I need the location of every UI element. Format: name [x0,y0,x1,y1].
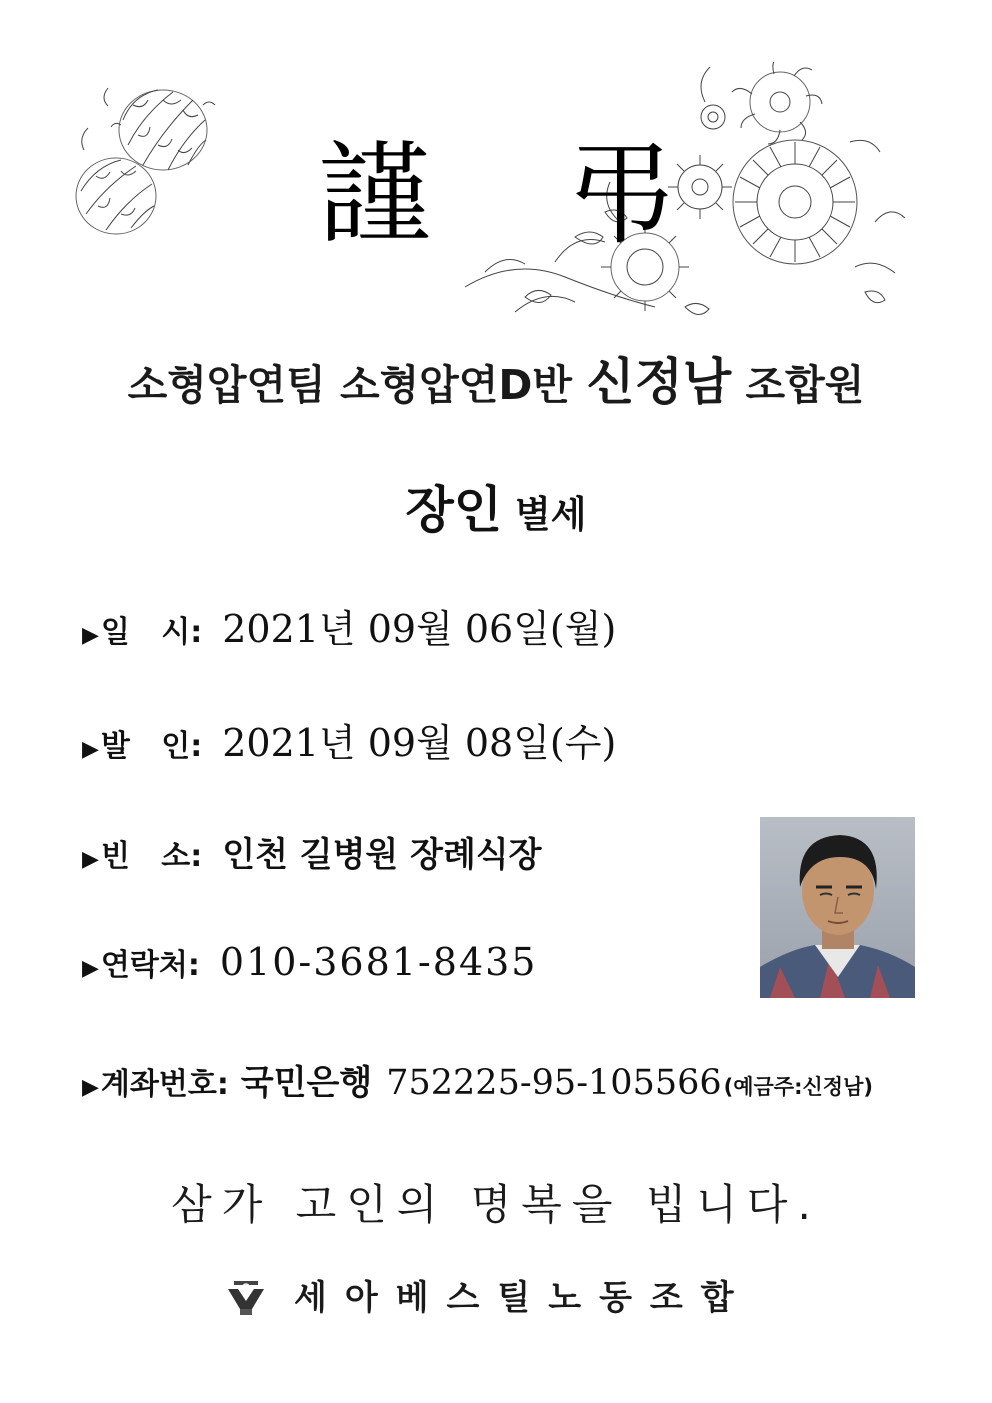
title-char-2: 弔 [565,130,677,260]
detail-label: 발 인: [100,729,203,764]
detail-value: 인천 길병원 장례식장 [222,835,542,875]
contact-phone: 010-3681-8435 [219,940,538,984]
triangle-bullet-icon: ▶ [82,847,99,872]
page-title [0,130,992,260]
bank-name: 국민은행 [240,1063,373,1103]
detail-value: 2021년 09월 08일(수) [222,721,617,765]
headline-suffix: 조합원 [731,361,865,409]
title-char-1: 謹 [318,130,430,260]
detail-row-datetime [82,598,616,653]
detail-row-contact [82,940,537,984]
detail-row-account [82,1055,873,1104]
triangle-bullet-icon: ▶ [82,737,99,762]
detail-value: 2021년 09월 06일(월) [222,607,617,651]
union-signature [226,1270,752,1319]
detail-label: 빈 소: [100,839,203,874]
account-number: 752225-95-105566 [386,1063,722,1103]
detail-label: 계좌번호: [100,1067,229,1102]
portrait-photo [760,817,915,998]
account-holder: (예금주:신정남) [723,1075,873,1099]
relation-small: 별세 [502,493,587,536]
member-name: 신정남 [586,353,732,411]
headline [0,342,992,414]
detail-label: 연락처: [100,948,200,983]
condolence-message: 삼가 고인의 명복을 빕니다. [171,1180,821,1229]
triangle-bullet-icon: ▶ [82,1075,99,1100]
union-name: 세아베스틸노동조합 [294,1278,752,1318]
hands-holding-logo-icon [226,1275,266,1315]
detail-label: 일 시: [100,615,203,650]
detail-row-funeral [82,712,616,767]
headline-prefix: 소형압연팀 소형압연D반 [127,361,587,409]
detail-row-venue [82,827,542,876]
relation-big: 장인 [405,481,503,539]
triangle-bullet-icon: ▶ [82,956,99,981]
relation-line [0,470,992,542]
triangle-bullet-icon: ▶ [82,623,99,648]
